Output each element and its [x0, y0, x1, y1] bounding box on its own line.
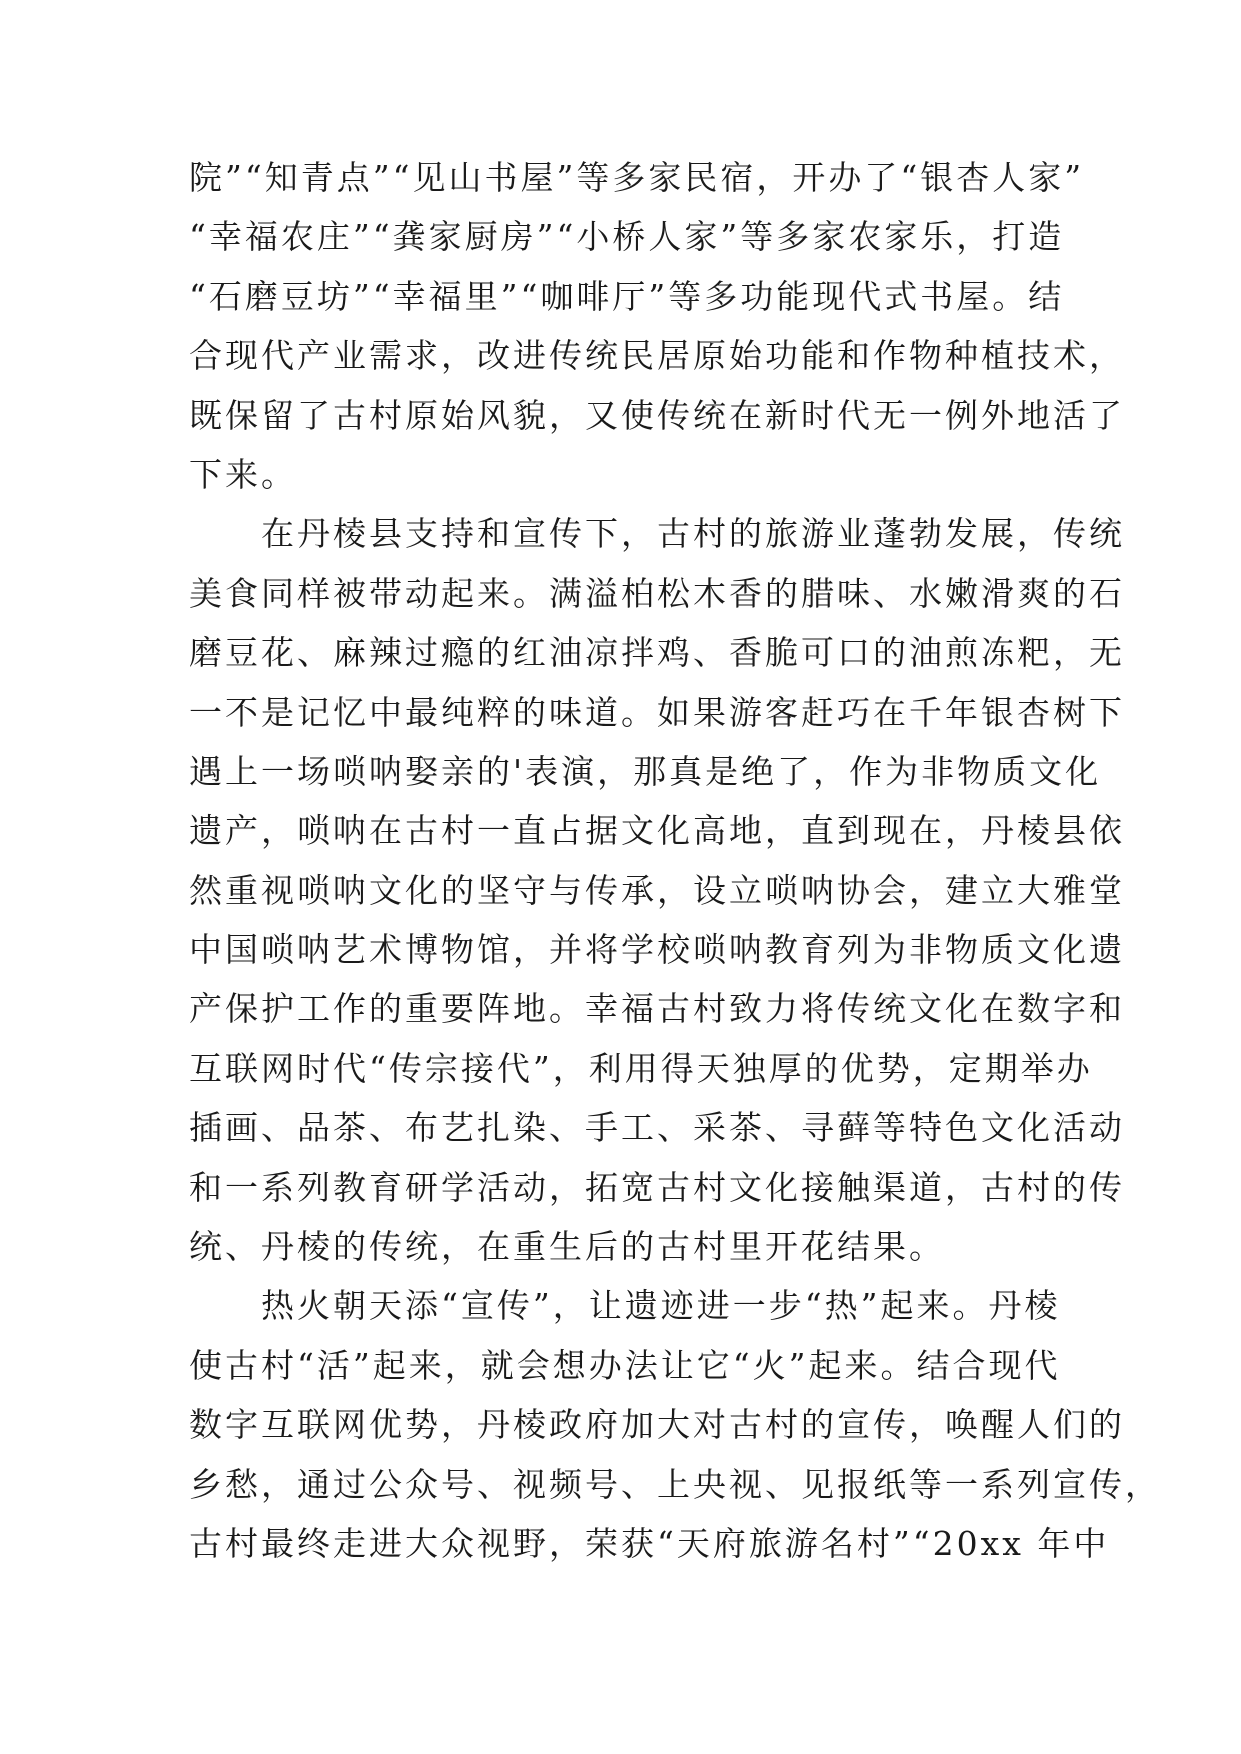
text-line: 遇上一场唢呐娶亲的'表演，那真是绝了，作为非物质文化	[189, 751, 1102, 791]
text-line: 中国唢呐艺术博物馆，并将学校唢呐教育列为非物质文化遗	[189, 930, 1125, 970]
paragraph-start-line: 在丹棱县支持和宣传下，古村的旅游业蓬勃发展，传统	[189, 514, 1125, 554]
text-line: 古村最终走进大众视野，荣获“天府旅游名村”“20xx 年中	[189, 1523, 1110, 1563]
text-line: 合现代产业需求，改进传统民居原始功能和作物种植技术，	[189, 336, 1125, 376]
text-line: 和一系列教育研学活动，拓宽古村文化接触渠道，古村的传	[189, 1167, 1125, 1207]
text-line: 互联网时代“传宗接代”，利用得天独厚的优势，定期举办	[189, 1048, 1093, 1088]
paragraph-start-line: 热火朝天添“宣传”，让遗迹进一步“热”起来。丹棱	[189, 1286, 1061, 1326]
body-text	[189, 148, 1161, 1573]
text-line: 既保留了古村原始风貌，又使传统在新时代无一例外地活了	[189, 395, 1125, 435]
text-line: 下来。	[189, 454, 297, 494]
text-line: 使古村“活”起来，就会想办法让它“火”起来。结合现代	[189, 1345, 1061, 1385]
text-line: “石磨豆坊”“幸福里”“咖啡厅”等多功能现代式书屋。结	[189, 276, 1065, 316]
text-line: 磨豆花、麻辣过瘾的红油凉拌鸡、香脆可口的油煎冻粑，无	[189, 633, 1125, 673]
text-line: 统、丹棱的传统，在重生后的古村里开花结果。	[189, 1227, 945, 1267]
text-line: 数字互联网优势，丹棱政府加大对古村的宣传，唤醒人们的	[189, 1405, 1125, 1445]
text-line: 乡愁，通过公众号、视频号、上央视、见报纸等一系列宣传，	[189, 1464, 1161, 1504]
text-line: 遗产，唢呐在古村一直占据文化高地，直到现在，丹棱县依	[189, 811, 1125, 851]
text-line: “幸福农庄”“龚家厨房”“小桥人家”等多家农家乐，打造	[189, 217, 1065, 257]
text-line: 美食同样被带动起来。满溢柏松木香的腊味、水嫩滑爽的石	[189, 573, 1125, 613]
text-line: 一不是记忆中最纯粹的味道。如果游客赶巧在千年银杏树下	[189, 692, 1125, 732]
text-line: 院”“知青点”“见山书屋”等多家民宿，开办了“银杏人家”	[189, 158, 1085, 197]
text-line: 插画、品茶、布艺扎染、手工、采茶、寻藓等特色文化活动	[189, 1108, 1125, 1148]
text-line: 然重视唢呐文化的坚守与传承，设立唢呐协会，建立大雅堂	[189, 870, 1125, 910]
text-line: 产保护工作的重要阵地。幸福古村致力将传统文化在数字和	[189, 989, 1125, 1029]
